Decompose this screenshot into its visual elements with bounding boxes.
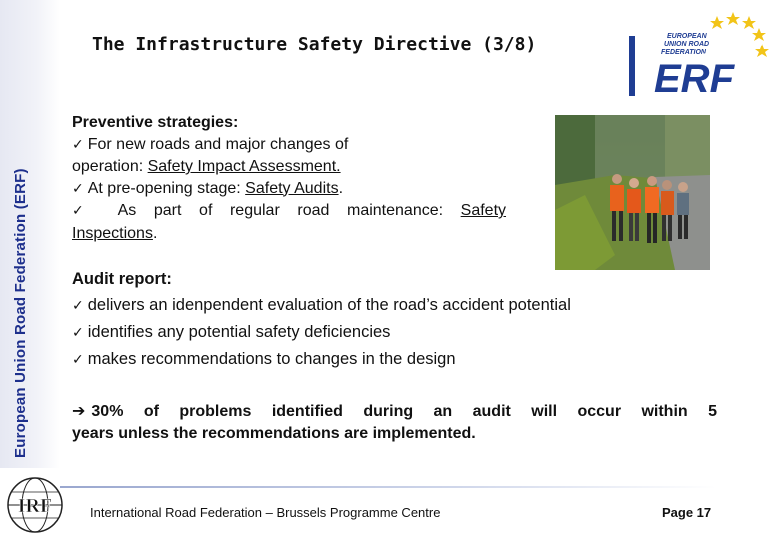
preventive-item-3 bbox=[72, 200, 506, 223]
audit-item bbox=[72, 319, 722, 346]
sidebar-vertical-title: European Union Road Federation (ERF) bbox=[12, 168, 29, 458]
preventive-item-3-text: As part of regular road maintenance: bbox=[117, 202, 461, 219]
conclusion-line-1-text: 30% of problems identified during an audit will occur within 5 bbox=[91, 403, 717, 420]
safety-inspections-link-b[interactable]: Inspections bbox=[72, 224, 153, 242]
arrow-right-icon: ➔ bbox=[72, 401, 86, 420]
logo-text-line-3: FEDERATION bbox=[661, 49, 706, 56]
eu-stars-icon bbox=[710, 12, 769, 57]
preventive-item-2-suffix: . bbox=[338, 179, 344, 197]
logo-text-line-1: EUROPEAN bbox=[667, 33, 707, 40]
audit-item bbox=[72, 346, 722, 373]
sidebar bbox=[0, 0, 60, 468]
preventive-item-3-suffix: . bbox=[152, 224, 158, 242]
audit-item bbox=[72, 292, 722, 319]
conclusion-line-2: years unless the recommendations are implemented. bbox=[72, 425, 476, 442]
preventive-item-2 bbox=[72, 178, 506, 201]
preventive-strategies bbox=[72, 112, 506, 244]
check-icon: ✓ bbox=[72, 298, 84, 314]
irf-globe-logo bbox=[4, 474, 66, 536]
logo-letters: ERF bbox=[654, 57, 734, 101]
irf-logo-letters: IRF bbox=[17, 495, 53, 517]
conclusion bbox=[72, 400, 717, 445]
preventive-item-1-cont bbox=[72, 156, 506, 178]
safety-impact-assessment-link[interactable]: Safety Impact Assessment. bbox=[147, 158, 341, 175]
logo-text-line-2: UNION ROAD bbox=[664, 41, 710, 48]
preventive-item-1 bbox=[72, 134, 506, 157]
check-icon: ✓ bbox=[72, 352, 84, 368]
audit-report bbox=[72, 266, 722, 373]
erf-logo bbox=[612, 4, 772, 104]
check-icon: ✓ bbox=[72, 203, 97, 219]
preventive-item-1-cont-text: operation: bbox=[72, 158, 148, 175]
preventive-heading: Preventive strategies: bbox=[72, 114, 239, 131]
safety-audits-link[interactable]: Safety Audits bbox=[245, 179, 339, 197]
audit-item-text: makes recommendations to changes in the design bbox=[87, 350, 456, 368]
check-icon: ✓ bbox=[72, 325, 84, 341]
footer-divider bbox=[60, 486, 716, 488]
audit-item-text: delivers an idenpendent evaluation of the road’s accident potential bbox=[87, 296, 571, 314]
preventive-item-2-text: At pre-opening stage: bbox=[87, 179, 246, 197]
logo-bar bbox=[629, 36, 635, 96]
preventive-item-1-text: For new roads and major changes of bbox=[87, 135, 349, 153]
page-title: The Infrastructure Safety Directive (3/8) bbox=[92, 34, 537, 55]
check-icon: ✓ bbox=[72, 136, 84, 153]
audit-heading: Audit report: bbox=[72, 270, 172, 288]
conclusion-line-1 bbox=[72, 400, 717, 423]
page-number: Page 17 bbox=[662, 505, 712, 520]
check-icon: ✓ bbox=[72, 180, 84, 197]
footer-text: International Road Federation – Brussels Programme Centre bbox=[90, 505, 441, 520]
preventive-item-3-cont bbox=[72, 223, 506, 245]
roadside-photo bbox=[555, 115, 710, 270]
safety-inspections-link-a[interactable]: Safety bbox=[460, 202, 507, 219]
audit-item-text: identifies any potential safety deficiencies bbox=[87, 323, 391, 341]
